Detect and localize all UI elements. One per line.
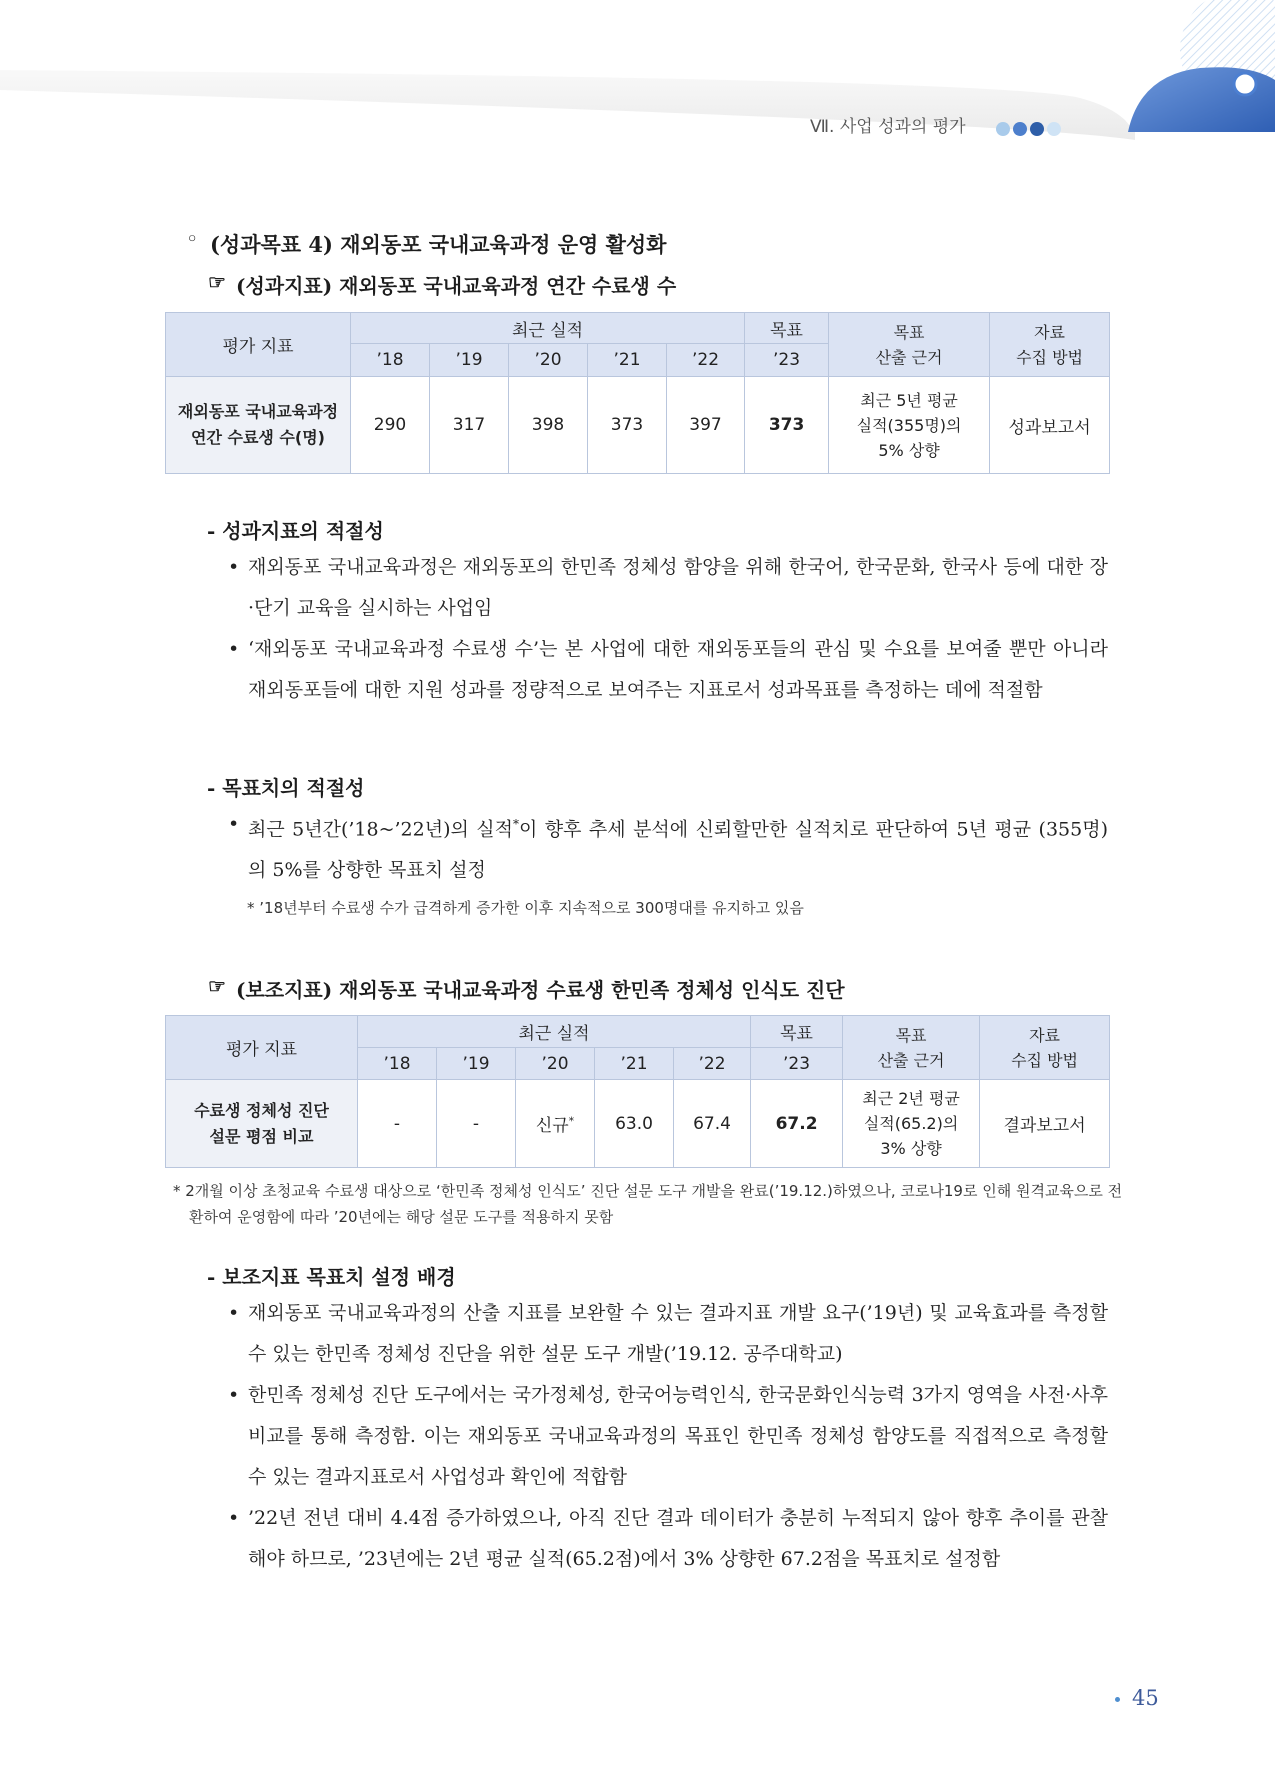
indicator2-title: (보조지표) 재외동포 국내교육과정 수료생 한민족 정체성 인식도 진단 bbox=[236, 978, 845, 1002]
footnote-mark: * bbox=[568, 1114, 575, 1128]
basis-line3: 5% 상향 bbox=[878, 440, 940, 460]
header-method bbox=[990, 313, 1110, 377]
value-cell: 398 bbox=[509, 377, 588, 474]
header-recent: 최근 실적 bbox=[351, 313, 745, 344]
section2-bullet bbox=[228, 804, 1108, 891]
page-number-dot bbox=[1115, 1697, 1120, 1702]
header-dot bbox=[1013, 122, 1027, 136]
bullet-dot: • bbox=[228, 1302, 240, 1324]
section3-bullet bbox=[228, 1498, 1108, 1580]
bullet-dot: • bbox=[228, 1384, 240, 1406]
basis-line1: 최근 2년 평균 bbox=[862, 1089, 960, 1108]
indicator1-title: (성과지표) 재외동포 국내교육과정 연간 수료생 수 bbox=[236, 274, 677, 298]
section1-bullet bbox=[228, 547, 1108, 629]
header-recent: 최근 실적 bbox=[358, 1016, 751, 1048]
header-target: 목표 bbox=[751, 1016, 843, 1048]
year-cell: ’22 bbox=[674, 1048, 751, 1080]
value-cell bbox=[516, 1080, 595, 1168]
header-basis bbox=[829, 313, 990, 377]
row-label-line2: 연간 수료생 수(명) bbox=[191, 428, 325, 447]
target-year-cell: ’23 bbox=[745, 344, 829, 377]
basis-line2: 실적(355명)의 bbox=[856, 415, 962, 435]
value-new: 신규 bbox=[535, 1116, 569, 1136]
header-indicator: 평가 지표 bbox=[166, 313, 351, 377]
bullet-dot: • bbox=[228, 638, 240, 660]
row-label-line2: 설문 평점 비교 bbox=[209, 1126, 314, 1146]
basis-cell bbox=[843, 1080, 980, 1168]
bullet-text: ‘재외동포 국내교육과정 수료생 수’는 본 사업에 대한 재외동포들의 관심 및 수요를 보여줄 뿐만 아니라 재외동포들에 대한 지원 성과를 정량적으로 보여주는 지표로서 성과목표를 측정하는 데에 적절함 bbox=[248, 638, 1108, 701]
header-basis-line1: 목표 bbox=[893, 322, 925, 342]
row-label-line1: 수료생 정체성 진단 bbox=[194, 1100, 329, 1120]
row-label bbox=[166, 377, 351, 474]
target-value-cell: 67.2 bbox=[751, 1080, 843, 1168]
bullet-dot: • bbox=[228, 1507, 240, 1529]
header-dots bbox=[996, 121, 1064, 137]
year-cell: ’22 bbox=[667, 344, 745, 377]
section3-bullet bbox=[228, 1293, 1108, 1375]
year-cell: ’21 bbox=[595, 1048, 674, 1080]
section3-bullet bbox=[228, 1375, 1108, 1498]
value-cell: 373 bbox=[588, 377, 667, 474]
header-method-line1: 자료 bbox=[1029, 1025, 1061, 1045]
section2-title: - 목표치의 적절성 bbox=[207, 776, 365, 800]
header-basis bbox=[843, 1016, 980, 1080]
year-cell: ’18 bbox=[351, 344, 430, 377]
bullet-text bbox=[228, 804, 1108, 891]
pointer-icon: ☞ bbox=[208, 270, 226, 294]
year-cell: ’19 bbox=[430, 344, 509, 377]
year-cell: ’20 bbox=[509, 344, 588, 377]
bullet-dot: • bbox=[228, 813, 240, 835]
section2-note: * ’18년부터 수료생 수가 급격하게 증가한 이후 지속적으로 300명대를 유지하고 있음 bbox=[247, 899, 804, 917]
value-cell: 397 bbox=[667, 377, 745, 474]
indicator2-table bbox=[165, 1015, 1110, 1168]
section1-title: - 성과지표의 적절성 bbox=[207, 519, 384, 543]
header-dot bbox=[1030, 122, 1044, 136]
target-value-cell: 373 bbox=[745, 377, 829, 474]
header-indicator: 평가 지표 bbox=[166, 1016, 358, 1080]
bullet-dot: • bbox=[228, 556, 240, 578]
row-label-line1: 재외동포 국내교육과정 bbox=[177, 402, 339, 421]
year-cell: ’19 bbox=[437, 1048, 516, 1080]
page-number: 45 bbox=[1132, 1686, 1159, 1710]
value-cell: 67.4 bbox=[674, 1080, 751, 1168]
value-cell: 63.0 bbox=[595, 1080, 674, 1168]
section1-bullet bbox=[228, 629, 1108, 711]
header-basis-line1: 목표 bbox=[895, 1025, 927, 1045]
header-dot bbox=[1047, 122, 1061, 136]
goal-title: (성과목표 4) 재외동포 국내교육과정 운영 활성화 bbox=[210, 232, 667, 257]
target-year-cell: ’23 bbox=[751, 1048, 843, 1080]
bullet-text-part2: 이 향후 추세 분석에 신뢰할만한 실적치로 판단하여 5년 평균 (355명)의 5%를 상향한 목표치 설정 bbox=[248, 818, 1108, 882]
year-cell: ’20 bbox=[516, 1048, 595, 1080]
running-title: Ⅶ. 사업 성과의 평가 bbox=[810, 117, 966, 137]
basis-line2: 실적(65.2)의 bbox=[863, 1114, 959, 1133]
pointer-icon: ☞ bbox=[208, 974, 226, 998]
year-cell: ’21 bbox=[588, 344, 667, 377]
method-cell: 결과보고서 bbox=[980, 1080, 1110, 1168]
header-method-line2: 수집 방법 bbox=[1011, 1050, 1079, 1070]
row-label bbox=[166, 1080, 358, 1168]
header-basis-line2: 산출 근거 bbox=[875, 347, 943, 367]
header-basis-line2: 산출 근거 bbox=[877, 1050, 945, 1070]
table2-footnote: * 2개월 이상 초청교육 수료생 대상으로 ‘한민족 정체성 인식도’ 진단 설문 도구 개발을 완료(’19.12.)하였으나, 코로나19로 인해 원격교육으로 전환하여 운영함에 따라 ’20년에는 해당 설문 도구를 적용하지 못함 bbox=[173, 1182, 1123, 1226]
indicator1-table bbox=[165, 312, 1110, 474]
basis-line3: 3% 상향 bbox=[880, 1139, 942, 1158]
footnote-mark: * bbox=[512, 817, 519, 831]
year-cell: ’18 bbox=[358, 1048, 437, 1080]
bullet-text: 한민족 정체성 진단 도구에서는 국가정체성, 한국어능력인식, 한국문화인식능력 3가지 영역을 사전·사후 비교를 통해 측정함. 이는 재외동포 국내교육과정의 목표인 한민족 정체성 함양도를 직접적으로 측정할 수 있는 결과지표로서 사업성과 확인에 적합함 bbox=[248, 1384, 1108, 1488]
header-method-line2: 수집 방법 bbox=[1016, 347, 1084, 367]
header-dot bbox=[996, 122, 1010, 136]
section3-title: - 보조지표 목표치 설정 배경 bbox=[207, 1265, 456, 1289]
method-cell: 성과보고서 bbox=[990, 377, 1110, 474]
value-cell: - bbox=[358, 1080, 437, 1168]
header-target: 목표 bbox=[745, 313, 829, 344]
value-cell: 290 bbox=[351, 377, 430, 474]
header-method-line1: 자료 bbox=[1034, 322, 1066, 342]
bullet-text: 재외동포 국내교육과정의 산출 지표를 보완할 수 있는 결과지표 개발 요구(’19년) 및 교육효과를 측정할 수 있는 한민족 정체성 진단을 위한 설문 도구 개발(’19.12. 공주대학교) bbox=[248, 1302, 1108, 1365]
value-cell: - bbox=[437, 1080, 516, 1168]
basis-cell bbox=[829, 377, 990, 474]
value-cell: 317 bbox=[430, 377, 509, 474]
bullet-text: ’22년 전년 대비 4.4점 증가하였으나, 아직 진단 결과 데이터가 충분히 누적되지 않아 향후 추이를 관찰해야 하므로, ’23년에는 2년 평균 실적(65.2점)에서 3% 상향한 67.2점을 목표치로 설정함 bbox=[248, 1507, 1108, 1570]
basis-line1: 최근 5년 평균 bbox=[860, 390, 958, 410]
bullet-text-part1: 최근 5년간(’18~’22년)의 실적 bbox=[248, 818, 513, 841]
header-method bbox=[980, 1016, 1110, 1080]
header-decoration bbox=[0, 0, 1275, 160]
bullet-text: 재외동포 국내교육과정은 재외동포의 한민족 정체성 함양을 위해 한국어, 한국문화, 한국사 등에 대한 장·단기 교육을 실시하는 사업임 bbox=[248, 556, 1108, 619]
goal-bullet: ◦ bbox=[186, 226, 199, 251]
